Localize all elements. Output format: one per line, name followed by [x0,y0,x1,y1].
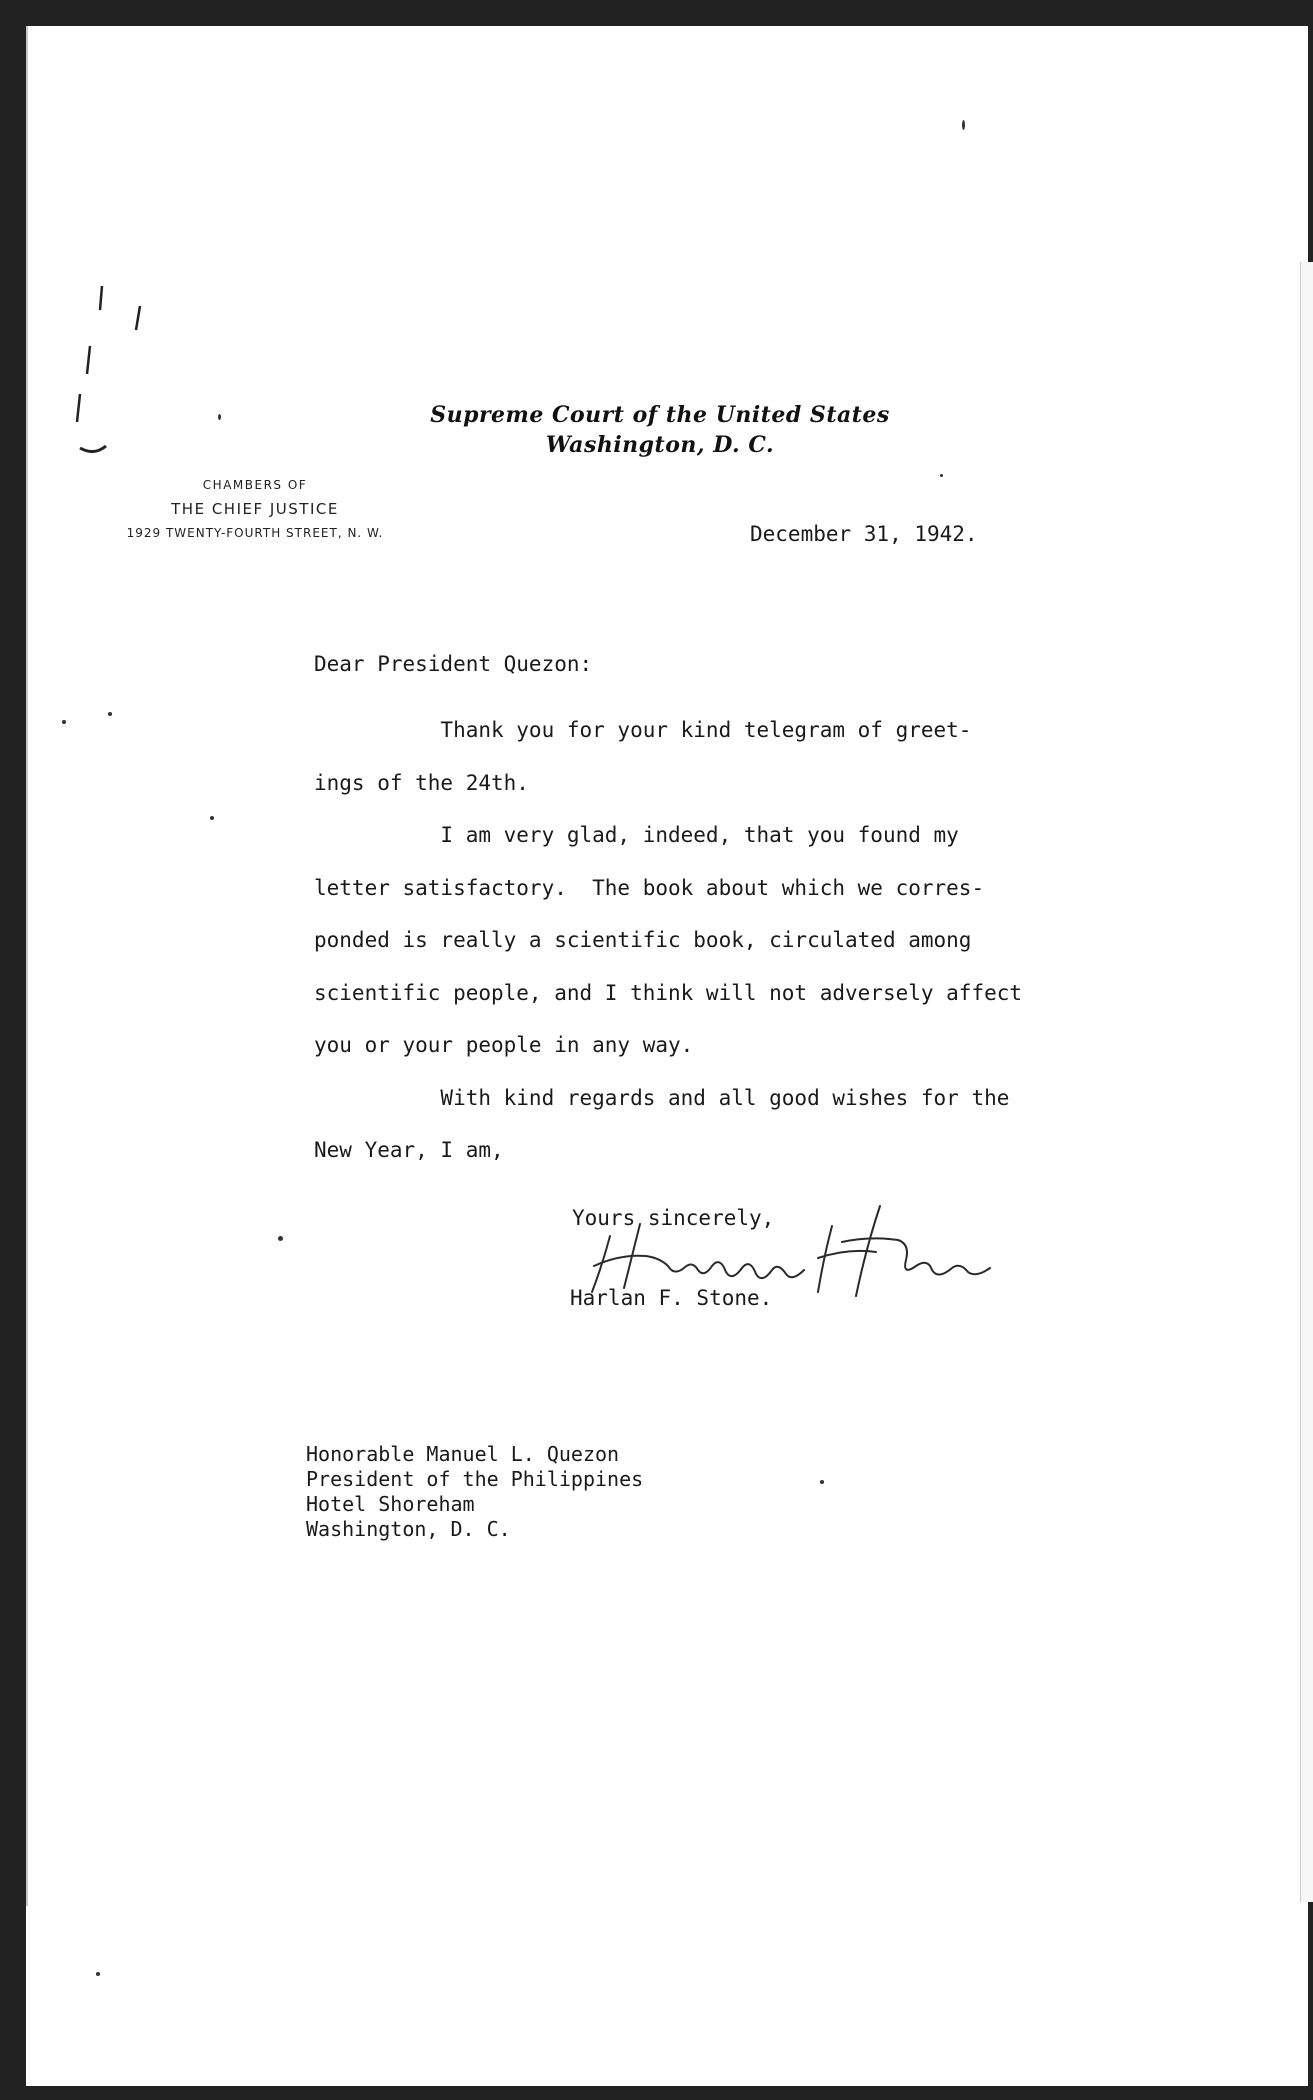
page-edge-shadow [26,26,28,1906]
closing: Yours sincerely, [572,1206,775,1230]
letterhead-court: Supreme Court of the United States [430,402,890,428]
paper-speck [218,414,221,420]
paper-speck [108,712,112,716]
address-line: Honorable Manuel L. Quezon [306,1442,620,1466]
paper-speck [62,720,66,724]
underlying-page-edge [1300,262,1313,1902]
paper-speck [820,1480,824,1484]
body-line: you or your people in any way. [314,1033,694,1057]
paper-speck [962,120,965,130]
body-line: With kind regards and all good wishes for the [314,1085,1010,1110]
body-line: letter satisfactory. The book about which we corres- [314,875,985,900]
paper-speck [278,1236,283,1241]
address-line: President of the Philippines [306,1467,644,1491]
letter-date: December 31, 1942. [750,522,978,546]
body-line: I am very glad, indeed, that you found my [314,823,959,847]
paper-speck [210,816,214,820]
letter-body [314,704,1074,1177]
signed-name: Harlan F. Stone. [570,1286,773,1310]
chambers-line-2: THE CHIEF JUSTICE [171,500,339,518]
paper-speck [96,1972,100,1976]
body-line: Thank you for your kind telegram of greet- [314,718,972,742]
paper-speck [940,474,943,477]
chambers-line-1: CHAMBERS OF [202,478,308,492]
margin-pencil-marks [60,270,180,470]
address-line: Washington, D. C. [306,1517,511,1541]
letterhead [430,400,890,460]
chambers-block [90,474,420,544]
address-line: Hotel Shoreham [306,1492,475,1516]
body-line: New Year, I am, [314,1138,504,1162]
letterhead-city: Washington, D. C. [545,432,775,458]
chambers-line-3: 1929 TWENTY-FOURTH STREET, N. W. [126,526,384,540]
salutation: Dear President Quezon: [314,652,593,676]
body-line: ings of the 24th. [314,770,529,795]
recipient-address [306,1442,643,1542]
body-line: ponded is really a scientific book, circulated among [314,928,972,952]
body-line: scientific people, and I think will not adversely affect [314,980,1023,1005]
